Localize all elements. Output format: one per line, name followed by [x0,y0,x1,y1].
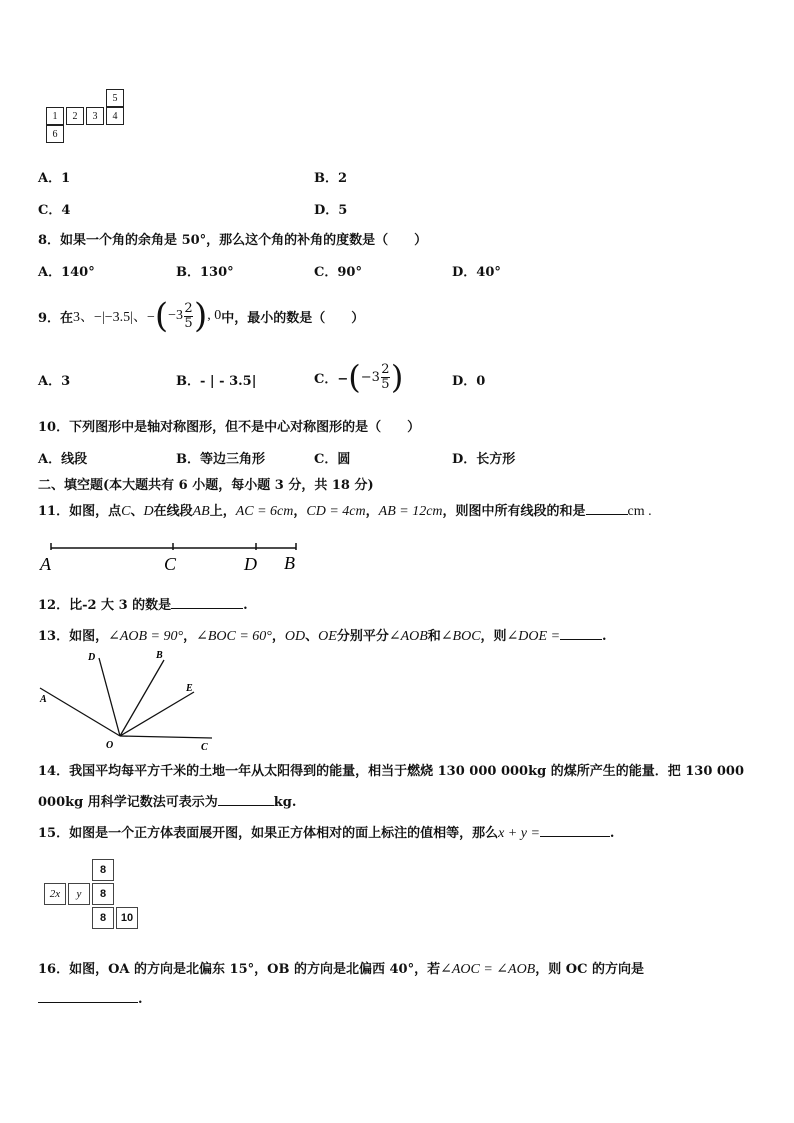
option-c-fraction [381,363,390,392]
option-c-prefix: C．− [314,371,349,387]
label-b: B [284,553,295,573]
q14-line1: 14．我国平均每平方千米的土地一年从太阳得到的能量，相当于燃烧 130 000 000kg 的煤所产生的能量．把 130 000 [38,764,745,779]
net-cell: 1 [46,107,64,125]
q9-prefix: 9．在 [38,310,74,326]
angle-figure [36,648,226,754]
answer-blank[interactable] [540,824,610,837]
q9-suffix: 中，最小的数是（ ） [221,310,365,326]
ray-od [99,658,120,736]
net-cell: 8 [92,907,114,929]
net-cell: 6 [46,125,64,143]
q12-text: 12．比-2 大 3 的数是 . [38,598,248,613]
q9-option-a[interactable]: A．3 [38,374,71,389]
label-c: C [164,554,177,574]
q9-option-c[interactable] [314,356,403,398]
q9-math2: , 0 [207,308,222,323]
net-cell: 8 [92,883,114,905]
q8-option-d[interactable]: D．40° [452,265,501,280]
q9-frac-whole: −3 [168,308,184,323]
q9-fraction [184,302,193,331]
label-a: A [40,554,51,574]
q8-option-c[interactable]: C．90° [314,265,362,280]
paren-left: ( [154,296,169,336]
net-cell: 5 [106,89,124,107]
q13-text: 13．如图，∠AOB = 90°，∠BOC = 60°，OD、OE分别平分∠AOB和∠BOC，则∠DOE = . [38,629,607,644]
label-c: C [201,742,208,753]
q8-text: 8．如果一个角的余角是 50°，那么这个角的补角的度数是（ ） [38,233,428,248]
answer-blank[interactable] [586,502,628,515]
q10-option-d[interactable]: D．长方形 [452,452,516,467]
label-b: B [156,650,163,661]
net-cell: 3 [86,107,104,125]
ray-oa [40,688,120,736]
q7-option-a[interactable]: A．1 [38,171,71,186]
label-o: O [106,740,114,751]
q7-option-c[interactable]: C．4 [38,203,71,218]
q9-text [38,294,364,338]
frac-denominator: 5 [184,315,193,331]
net-cell: 8 [92,859,114,881]
label-a: A [40,694,47,705]
frac-denominator: 5 [381,376,390,392]
paren-right: ) [194,296,208,336]
q10-option-c[interactable]: C．圆 [314,452,351,467]
net-cell: 4 [106,107,124,125]
ray-ob [120,660,164,736]
section-heading: 二、填空题(本大题共有 6 小题，每小题 3 分，共 18 分) [38,478,374,493]
q8-option-a[interactable]: A．140° [38,265,95,280]
q11-text: 11．如图，点C、D在线段AB上，AC = 6cm，CD = 4cm，AB = 12cm，则图中所有线段的和是 cm . [38,504,652,519]
net-cell: 2 [66,107,84,125]
q16-answer-line: . [38,990,143,1007]
cube-net-figure-1 [46,89,126,149]
q8-option-b[interactable]: B．130° [176,265,234,280]
net-cell: 2x [44,883,66,905]
q9-option-b[interactable]: B．- | - 3.5| [176,374,257,389]
frac-whole: −3 [360,369,380,385]
ray-oe [120,692,194,736]
frac-numerator: 2 [381,361,390,377]
answer-blank[interactable] [171,596,243,609]
label-e: E [186,683,193,694]
q10-text: 10．下列图形中是轴对称图形，但不是中心对称图形的是（ ） [38,420,421,435]
paren-right: ) [390,358,404,396]
q15-text: 15．如图是一个正方体表面展开图，如果正方体相对的面上标注的值相等，那么x + y = . [38,826,615,841]
paren-left: ( [348,358,361,396]
ray-oc [120,736,212,738]
answer-blank[interactable] [218,793,274,806]
label-d: D [88,652,96,663]
answer-blank[interactable] [38,990,138,1003]
q9-option-d[interactable]: D．0 [452,374,486,389]
label-d: D [244,554,257,574]
q10-option-a[interactable]: A．线段 [38,452,88,467]
net-cell: y [68,883,90,905]
q7-option-d[interactable]: D．5 [314,203,348,218]
segment-figure [36,538,306,576]
answer-blank[interactable] [560,627,602,640]
cube-net-figure-2 [44,859,144,931]
q10-option-b[interactable]: B．等边三角形 [176,452,265,467]
q7-option-b[interactable]: B．2 [314,171,348,186]
q16-text: 16．如图，OA 的方向是北偏东 15°，OB 的方向是北偏西 40°，若∠AOC = ∠AOB，则 OC 的方向是 [38,962,644,977]
q14-line2: 000kg 用科学记数法可表示为 kg. [38,795,297,810]
net-cell: 10 [116,907,138,929]
frac-numerator: 2 [184,300,193,316]
q9-math: 3、−|−3.5|、− [73,310,155,325]
